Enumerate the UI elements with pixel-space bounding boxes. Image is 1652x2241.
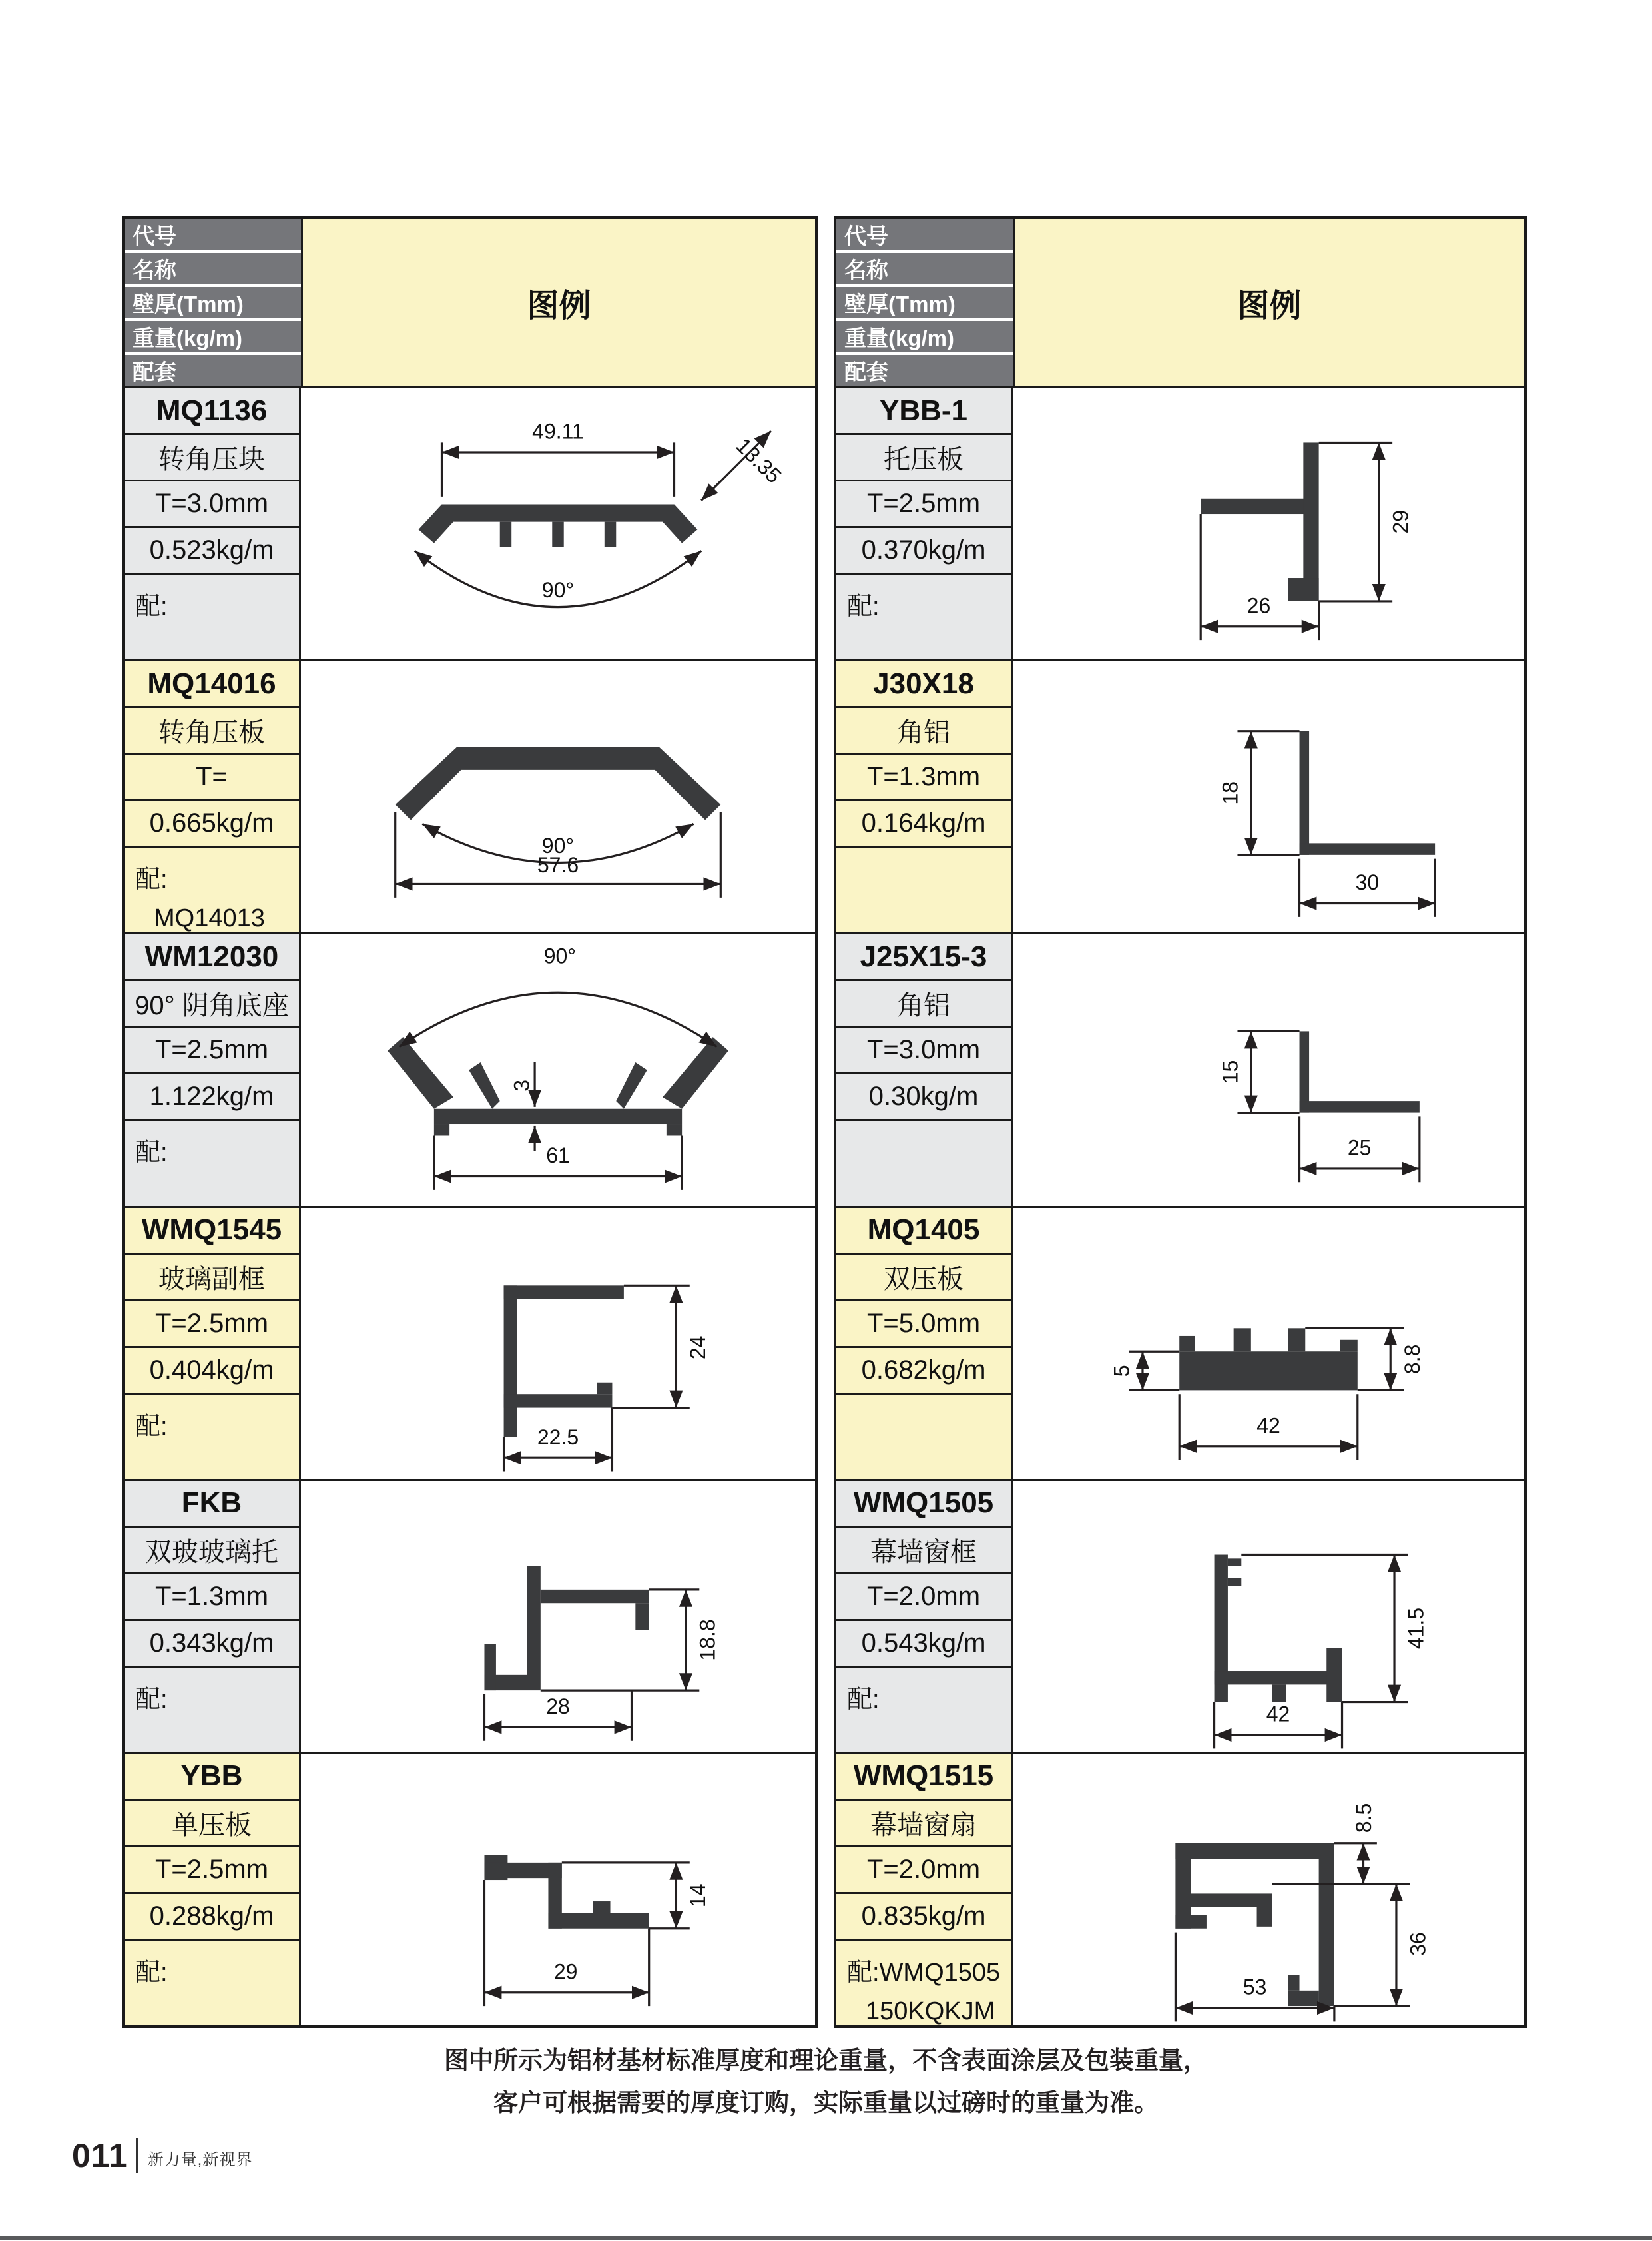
row-labels [125,1754,301,2025]
dim-label: 18 [1218,781,1242,805]
header-cell-code: 代号 [125,219,301,253]
row-labels [836,661,1013,932]
legend-drawing-cell [301,661,815,932]
dim-label: 14 [686,1883,710,1907]
table-row [836,386,1524,659]
profile-weight: 0.164kg/m [836,801,1011,848]
profile-drawing [1013,388,1524,659]
profile-drawing [1013,934,1524,1205]
profile-thickness: T=3.0mm [125,481,299,528]
profile-name: 双压板 [836,1255,1011,1301]
profile-weight: 0.404kg/m [125,1348,299,1395]
legend-drawing-cell [1013,388,1524,659]
profile-drawing [301,661,815,932]
profile-name: 托压板 [836,435,1011,481]
row-labels [836,934,1013,1205]
profile-thickness: T=2.5mm [836,481,1011,528]
profile-thickness: T=1.3mm [125,1574,299,1621]
profile-match [836,1121,1011,1205]
profile-name: 转角压块 [125,435,299,481]
page-footer [72,2136,252,2175]
dim-label: 42 [1256,1413,1280,1437]
row-labels [125,934,301,1205]
table-header [125,219,815,386]
profile-weight: 0.835kg/m [836,1894,1011,1941]
footer-tagline: 新力量,新视界 [147,2150,253,2169]
header-cell-name: 名称 [125,253,301,287]
header-label-column [836,219,1013,386]
profile-drawing [1013,661,1524,932]
header-cell-name: 名称 [836,253,1013,287]
profile-weight: 0.665kg/m [125,801,299,848]
footer-note [0,2039,1652,2124]
dim-label: 90° [541,578,575,603]
dim-label: 53 [1242,1975,1267,1999]
dim-label: 8.5 [1352,1803,1376,1833]
legend-drawing-cell [301,1481,815,1752]
header-label-column [125,219,301,386]
dim-label: 18.8 [695,1619,720,1661]
dim-label: 26 [1246,593,1271,618]
profile-code: WMQ1515 [836,1754,1011,1801]
legend-drawing-cell [301,934,815,1205]
profile-weight: 0.523kg/m [125,528,299,575]
dim-label: 3 [509,1080,534,1092]
footer-note-line2: 客户可根据需要的厚度订购，实际重量以过磅时的重量为准。 [493,2089,1159,2116]
dim-label: 15 [1218,1060,1242,1084]
dim-label: 49.11 [532,419,584,444]
profile-code: J25X15-3 [836,934,1011,981]
table-row [836,1206,1524,1479]
profile-thickness: T=1.3mm [836,755,1011,801]
header-cell-thickness: 壁厚(Tmm) [836,287,1013,321]
profile-weight: 0.682kg/m [836,1348,1011,1395]
profile-match: 配: [847,593,880,621]
row-labels [836,388,1013,659]
profile-name: 双玻玻璃托 [125,1528,299,1574]
profile-thickness: T=2.0mm [836,1574,1011,1621]
profile-weight: 0.370kg/m [836,528,1011,575]
legend-drawing-cell [301,388,815,659]
dim-label: 13.35 [731,433,786,488]
profile-code: WMQ1545 [125,1208,299,1255]
profile-match: 配: [135,1685,168,1714]
dim-label: 30 [1355,870,1380,895]
profile-weight: 0.30kg/m [836,1074,1011,1121]
profile-weight: 0.288kg/m [125,1894,299,1941]
legend-drawing-cell [1013,1754,1524,2025]
footer-note-line1: 图中所示为铝材基材标准厚度和理论重量，不含表面涂层及包装重量， [444,2047,1208,2074]
table-row [836,1752,1524,2025]
dim-label: 29 [1388,509,1413,534]
profile-thickness: T=2.0mm [836,1847,1011,1894]
profile-match: 配: [135,593,168,621]
profile-code: MQ1405 [836,1208,1011,1255]
profile-name: 幕墙窗框 [836,1528,1011,1574]
table-row [836,1479,1524,1752]
dim-label: 36 [1406,1932,1430,1956]
profile-drawing [1013,1481,1524,1752]
header-cell-legend: 图例 [301,219,815,386]
legend-drawing-cell [1013,934,1524,1205]
header-cell-match: 配套 [125,355,301,386]
table-row [125,1206,815,1479]
profile-code: FKB [125,1481,299,1528]
profile-drawing [301,1754,815,2025]
profile-drawing [301,388,815,659]
header-cell-code: 代号 [836,219,1013,253]
dim-label: 42 [1266,1702,1290,1726]
profile-thickness: T=3.0mm [836,1028,1011,1074]
profile-match: 配: [135,1412,168,1441]
row-labels [836,1481,1013,1752]
table-row [125,386,815,659]
row-labels [836,1208,1013,1479]
profile-code: MQ1136 [125,388,299,435]
table-row [836,932,1524,1205]
profile-code: MQ14016 [125,661,299,708]
dim-label: 28 [546,1694,570,1718]
dim-label: 24 [686,1335,710,1359]
profile-match: 配:WMQ1505 150KQKJM [847,1958,1001,2025]
profile-code: WMQ1505 [836,1481,1011,1528]
profile-match: 配: [847,1685,880,1714]
dim-label: 57.6 [537,853,579,878]
profile-match [836,1395,1011,1479]
profile-code: WM12030 [125,934,299,981]
footer-divider [136,2138,138,2173]
dim-label: 41.5 [1404,1607,1428,1649]
legend-drawing-cell [1013,1208,1524,1479]
profile-drawing [301,1481,815,1752]
profile-weight: 0.543kg/m [836,1621,1011,1668]
profile-name: 转角压板 [125,708,299,755]
header-cell-thickness: 壁厚(Tmm) [125,287,301,321]
profile-name: 90° 阴角底座 [125,981,299,1028]
profile-name: 幕墙窗扇 [836,1801,1011,1847]
profile-drawing [301,934,815,1205]
legend-drawing-cell [1013,661,1524,932]
dim-label: 61 [546,1143,570,1168]
row-labels [125,661,301,932]
profile-weight: 1.122kg/m [125,1074,299,1121]
header-cell-weight: 重量(kg/m) [836,321,1013,355]
dim-label: 90° [543,944,577,968]
profile-code: J30X18 [836,661,1011,708]
table-row [125,1479,815,1752]
profile-thickness: T=2.5mm [125,1301,299,1348]
table-row [125,932,815,1205]
table-row [125,1752,815,2025]
row-labels [125,1481,301,1752]
profile-drawing [1013,1754,1524,2025]
spec-table-right [834,216,1527,2028]
table-row [836,659,1524,932]
table-header [836,219,1524,386]
row-labels [125,1208,301,1479]
profile-match: 配: [135,1958,168,1987]
profile-match: 配: [135,1139,168,1167]
profile-drawing [301,1208,815,1479]
profile-code: YBB [125,1754,299,1801]
profile-name: 单压板 [125,1801,299,1847]
profile-thickness: T=2.5mm [125,1847,299,1894]
dim-label: 25 [1347,1135,1372,1160]
profile-thickness: T= [125,755,299,801]
header-cell-legend: 图例 [1013,219,1524,386]
profile-match [836,848,1011,932]
row-labels [125,388,301,659]
header-cell-match: 配套 [836,355,1013,386]
table-row [125,659,815,932]
profile-drawing [1013,1208,1524,1479]
row-labels [836,1754,1013,2025]
dim-label: 29 [553,1959,578,1984]
legend-drawing-cell [301,1208,815,1479]
profile-weight: 0.343kg/m [125,1621,299,1668]
dim-label: 5 [1109,1364,1134,1377]
spec-table-left [122,216,818,2028]
profile-name: 角铝 [836,708,1011,755]
profile-thickness: T=2.5mm [125,1028,299,1074]
profile-thickness: T=5.0mm [836,1301,1011,1348]
legend-drawing-cell [301,1754,815,2025]
dim-label: 90° [541,834,575,858]
profile-match: 配: MQ14013 [135,866,265,933]
profile-name: 角铝 [836,981,1011,1028]
dim-label: 8.8 [1400,1344,1424,1374]
header-cell-weight: 重量(kg/m) [125,321,301,355]
profile-name: 玻璃副框 [125,1255,299,1301]
legend-drawing-cell [1013,1481,1524,1752]
page-number: 011 [72,2137,128,2174]
profile-code: YBB-1 [836,388,1011,435]
bottom-rule [0,2236,1652,2240]
dim-label: 22.5 [537,1425,579,1449]
